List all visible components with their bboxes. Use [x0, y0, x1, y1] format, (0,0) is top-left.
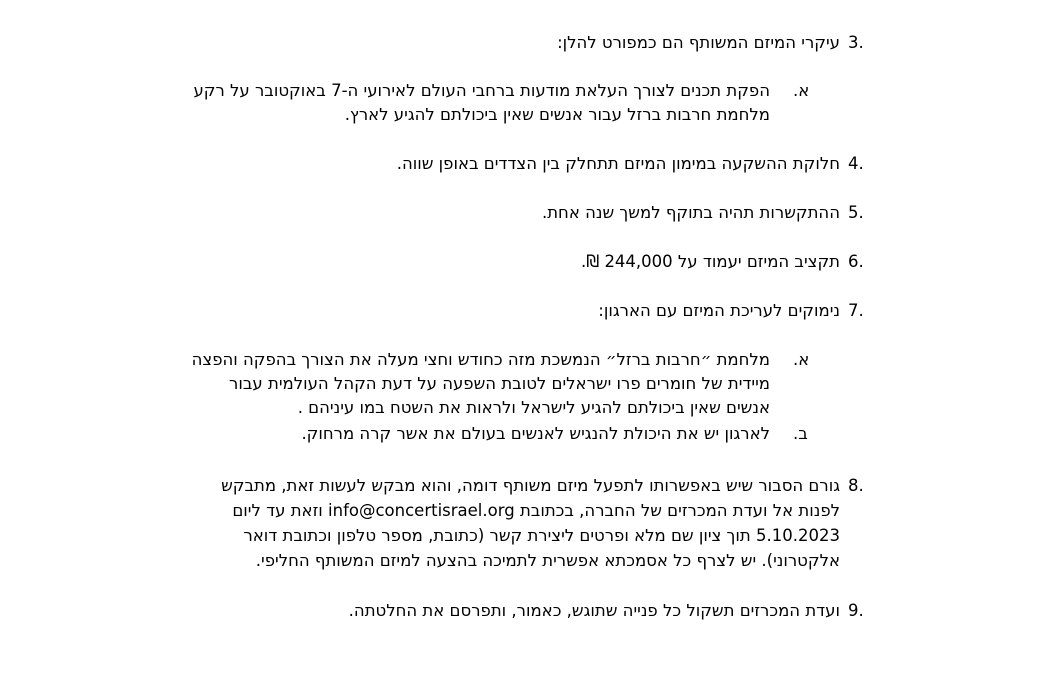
item-7-number: 7. — [848, 301, 864, 320]
item-7-text: נימוקים לעריכת המיזם עם הארגון: — [598, 301, 840, 320]
item-9-number: 9. — [848, 601, 864, 620]
item-8-line-2: לפנות אל ועדת המכרזים של החברה, בכתובת info@concertisrael.org וזאת עד ליום — [232, 501, 840, 520]
item-7a-line-3: אנשים שאין ביכולתם להגיע לישראל ולראות את השטח במו עיניהם . — [297, 398, 770, 417]
item-3a-line-2: מלחמת חרבות ברזל עבור אנשים שאין ביכולתם להגיע לארץ. — [344, 105, 770, 124]
item-8-number: 8. — [848, 476, 864, 495]
item-3a-line-1: הפקת תכנים לצורך העלאת מודעות ברחבי העולם לאירועי ה-7 באוקטובר על רקע — [193, 81, 770, 100]
item-4-number: 4. — [848, 154, 864, 173]
item-3-text: עיקרי המיזם המשותף הם כמפורט להלן: — [557, 33, 840, 52]
item-7b-letter: ב. — [793, 424, 808, 443]
item-5-text: ההתקשרות תהיה בתוקף למשך שנה אחת. — [541, 203, 840, 222]
item-5-number: 5. — [848, 203, 864, 222]
item-8-line-4: אלקטרוני). יש לצרף כל אסמכתא אפשרית לתמיכה בהצעה למיזם המשותף החליפי. — [255, 551, 840, 570]
item-8-line-3: 5.10.2023 תוך ציון שם מלא ופרטים ליצירת קשר (כתובת, מספר טלפון וכתובת דואר — [243, 526, 840, 545]
item-7a-letter: א. — [793, 350, 810, 369]
item-6-text: תקציב המיזם יעמוד על 244,000 ₪. — [581, 252, 840, 271]
item-3-number: 3. — [848, 33, 864, 52]
item-9-text: ועדת המכרזים תשקול כל פנייה שתוגש, כאמור, ותפרסם את החלטתה. — [348, 601, 840, 620]
item-7a-line-2: מיידית של חומרים פרו ישראלים לטובת השפעה על דעת הקהל העולמית עבור — [229, 374, 770, 393]
item-7b-text: לארגון יש את היכולת להנגיש לאנשים בעולם את אשר קרה מרחוק. — [301, 424, 770, 443]
item-3a-letter: א. — [793, 81, 810, 100]
item-4-text: חלוקת ההשקעה במימון המיזם תתחלק בין הצדדים באופן שווה. — [396, 154, 840, 173]
item-8-line-1: גורם הסבור שיש באפשרותו לתפעל מיזם משותף דומה, והוא מבקש לעשות זאת, מתבקש — [221, 476, 840, 495]
item-7a-line-1: מלחמת ״חרבות ברזל״ הנמשכת מזה כחודש וחצי מעלה את הצורך בהפקה והפצה — [191, 350, 770, 369]
item-6-number: 6. — [848, 252, 864, 271]
